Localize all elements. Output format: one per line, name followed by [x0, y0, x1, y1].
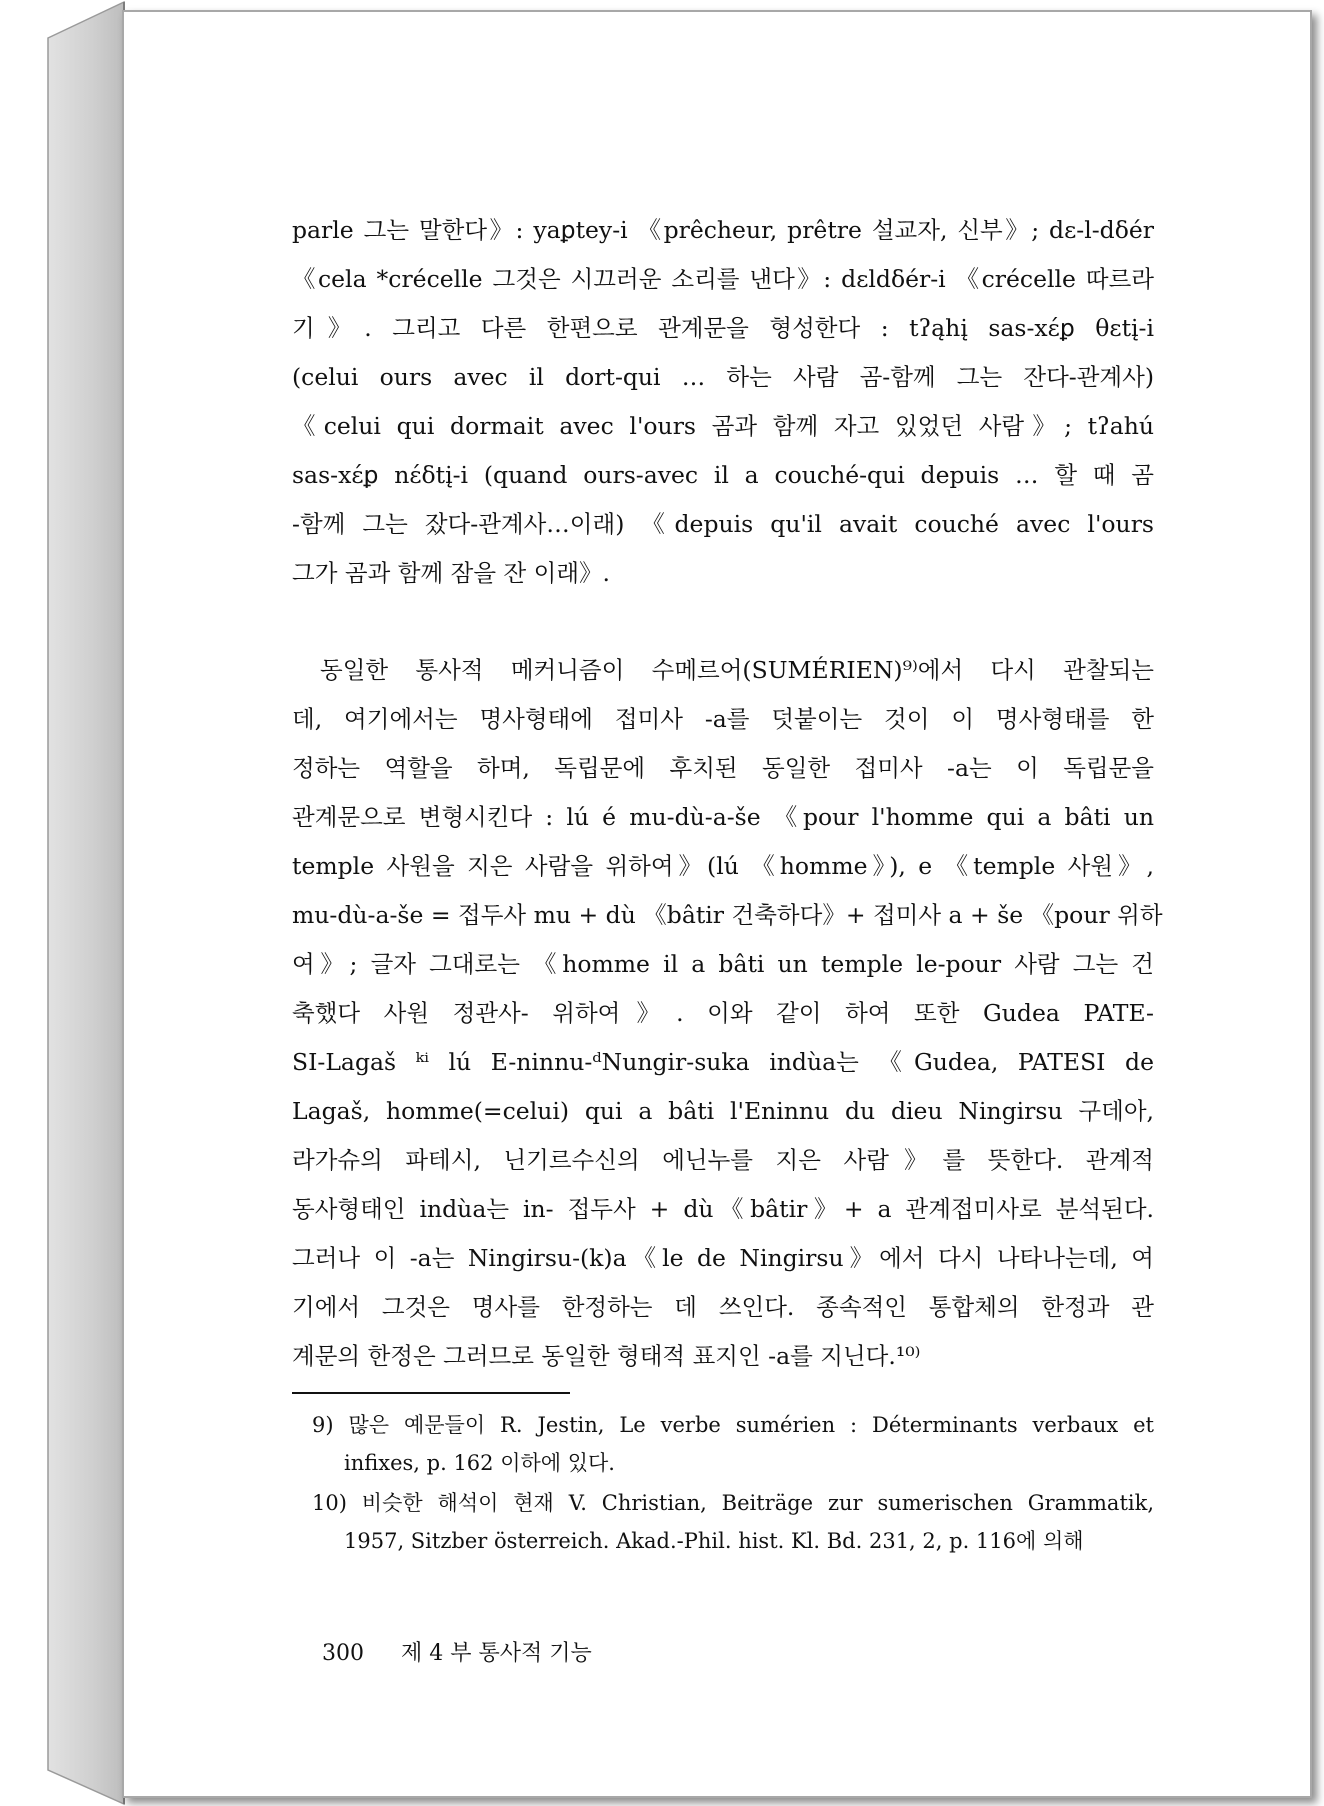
- book-spine: [0, 0, 125, 1806]
- text-line: 라가슈의 파테시, 닌기르수신의 에닌누를 지은 사람》를 뜻한다. 관계적: [292, 1146, 1154, 1174]
- footnote-line: 10) 비슷한 해석이 현재 V. Christian, Beiträge zur sumerischen Grammatik,: [312, 1491, 1154, 1515]
- paragraph-1: [292, 206, 1154, 598]
- text-line: mu-dù-a-še = 접두사 mu + dù 《bâtir 건축하다》+ 접미사 a + še 《pour 위하: [292, 901, 1163, 929]
- footnote-line: infixes, p. 162 이하에 있다.: [344, 1451, 615, 1475]
- text-line: temple 사원을 지은 사람을 위하여》(lú 《homme》), e 《temple 사원》,: [292, 852, 1154, 880]
- text-line: -함께 그는 잤다-관계사…이래) 《depuis qu'il avait couché avec l'ours: [292, 510, 1154, 538]
- text-line: 《celui qui dormait avec l'ours 곰과 함께 자고 있었던 사람》; tʔahú: [292, 412, 1154, 440]
- body-text: [292, 206, 1163, 1381]
- page-footer: [322, 1636, 592, 1667]
- text-line: Lagaš, homme(=celui) qui a bâti l'Eninnu du dieu Ningirsu 구데아,: [292, 1097, 1154, 1125]
- footnotes: [312, 1406, 1154, 1562]
- text-line: 계문의 한정은 그러므로 동일한 형태적 표지인 -a를 지닌다.¹⁰⁾: [292, 1342, 921, 1370]
- text-line: 관계문으로 변형시킨다 : lú é mu-dù-a-še 《pour l'homme qui a bâti un: [292, 803, 1154, 831]
- footnote-line: 9) 많은 예문들이 R. Jestin, Le verbe sumérien : Déterminants verbaux et: [312, 1413, 1154, 1437]
- text-line: 기에서 그것은 명사를 한정하는 데 쓰인다. 종속적인 통합체의 한정과 관: [292, 1293, 1154, 1321]
- page-number: 300: [322, 1641, 364, 1666]
- footnote-divider: [292, 1392, 570, 1394]
- footnote-line: 1957, Sitzber österreich. Akad.-Phil. hist. Kl. Bd. 231, 2, p. 116에 의해: [344, 1529, 1084, 1553]
- text-line: (celui ours avec il dort-qui … 하는 사람 곰-함께 그는 잔다-관계사): [292, 363, 1154, 391]
- text-line: 축했다 사원 정관사- 위하여》. 이와 같이 하여 또한 Gudea PATE-: [292, 999, 1154, 1027]
- text-line: 기》. 그리고 다른 한편으로 관계문을 형성한다 : tʔąhį sas-xέꝑ θɛtį-i: [292, 314, 1154, 342]
- paragraph-2: [292, 646, 1163, 1381]
- text-line: 동일한 통사적 메커니즘이 수메르어(SUMÉRIEN)⁹⁾에서 다시 관찰되는: [320, 656, 1154, 684]
- section-title: 제 4 부 통사적 기능: [401, 1641, 592, 1666]
- text-line: 정하는 역할을 하며, 독립문에 후치된 동일한 접미사 -a는 이 독립문을: [292, 754, 1154, 782]
- footnote-9: [312, 1406, 1154, 1482]
- text-line: 데, 여기에서는 명사형태에 접미사 -a를 덧붙이는 것이 이 명사형태를 한: [292, 705, 1154, 733]
- text-line: 그러나 이 -a는 Ningirsu-(k)a《le de Ningirsu》에서 다시 나타나는데, 여: [292, 1244, 1154, 1272]
- text-line: SI-Lagaš ᵏⁱ lú E-ninnu-ᵈNungir-suka indùa는 《Gudea, PATESI de: [292, 1048, 1154, 1076]
- text-line: 동사형태인 indùa는 in- 접두사 + dù《bâtir》+ a 관계접미사로 분석된다.: [292, 1195, 1154, 1223]
- text-line: parle 그는 말한다》: yaꝑtey-i 《prêcheur, prêtre 설교자, 신부》; dɛ-l-dδér: [292, 216, 1154, 244]
- text-line: 《cela *crécelle 그것은 시끄러운 소리를 낸다》: dɛldδér-i 《crécelle 따르라: [292, 265, 1154, 293]
- text-line: 그가 곰과 함께 잠을 잔 이래》.: [292, 559, 611, 587]
- footnote-10: [312, 1484, 1154, 1560]
- text-line: sas-xέꝑ nέδtį-i (quand ours-avec il a couché-qui depuis … 할 때 곰: [292, 461, 1154, 489]
- text-line: 여》; 글자 그대로는 《homme il a bâti un temple le-pour 사람 그는 건: [292, 950, 1154, 978]
